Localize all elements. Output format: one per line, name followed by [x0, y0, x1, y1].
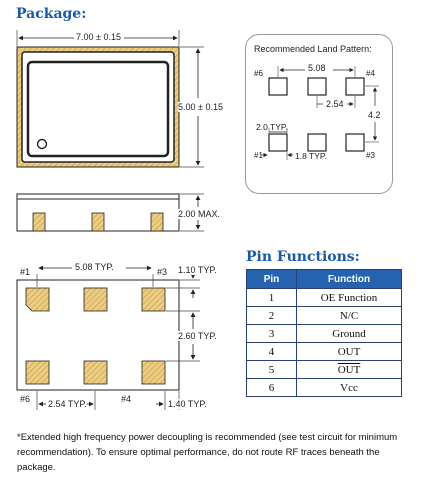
- land-span-label: 5.08: [308, 63, 326, 73]
- bottom-pin3-label: #3: [157, 267, 168, 277]
- pin-number: 4: [247, 343, 297, 361]
- header-pin: Pin: [247, 270, 297, 289]
- bottom-pin1-label: #1: [20, 267, 31, 277]
- table-row: [247, 289, 402, 307]
- header-function: Function: [297, 270, 402, 289]
- bottom-span-label: 5.08 TYP.: [75, 262, 114, 272]
- pin-function-overlined: [297, 361, 402, 379]
- footnote: *Extended high frequency power decoupling is recommended (see test circuit for minimum recommendation). To ensure optimal performance, do not route RF traces beneath the package.: [17, 432, 398, 473]
- land-pin6-label: #6: [254, 69, 263, 78]
- pin-number: 1: [247, 289, 297, 307]
- pin-number: 5: [247, 361, 297, 379]
- thickness-dim-label: 2.00 MAX.: [178, 209, 221, 219]
- land-pitch-label: 2.54: [326, 99, 344, 109]
- bottom-view: [17, 268, 200, 410]
- table-row: [247, 307, 402, 325]
- pin-function: OUT: [297, 343, 402, 361]
- land-pin3-label: #3: [366, 151, 375, 160]
- pin-function: Ground: [297, 325, 402, 343]
- table-row: [247, 361, 402, 379]
- pin-functions-table: [246, 269, 402, 397]
- top-view: [17, 30, 204, 167]
- bottom-edge-label: 1.40 TYP.: [168, 399, 207, 409]
- land-pattern-title: Recommended Land Pattern:: [254, 44, 372, 54]
- pin-functions-title: Pin Functions:: [246, 249, 360, 265]
- land-vertical-label: 4.2: [368, 110, 381, 120]
- table-row: [247, 343, 402, 361]
- pin-function: OE Function: [297, 289, 402, 307]
- pin-function: N/C: [297, 307, 402, 325]
- land-pad-height-label: 1.8 TYP.: [295, 151, 327, 161]
- pin-number: 6: [247, 379, 297, 397]
- pin-function: Vcc: [297, 379, 402, 397]
- height-dim-label: 5.00 ± 0.15: [178, 102, 223, 112]
- bottom-pin6-label: #6: [20, 394, 31, 404]
- package-title: Package:: [16, 6, 87, 22]
- land-pad-width-label: 2.0 TYP.: [256, 122, 288, 132]
- land-pin4-label: #4: [366, 69, 375, 78]
- bottom-vertical-label: 2.60 TYP.: [178, 331, 217, 341]
- side-view: [17, 194, 204, 231]
- bottom-top-margin-label: 1.10 TYP.: [178, 265, 217, 275]
- land-pin1-label: #1: [254, 151, 263, 160]
- bottom-pin4-label: #4: [121, 394, 132, 404]
- table-row: [247, 379, 402, 397]
- width-dim-label: 7.00 ± 0.15: [76, 32, 121, 42]
- pin-number: 3: [247, 325, 297, 343]
- pin-function-text: $\overline{OUT}$: [337, 363, 361, 376]
- table-row: [247, 325, 402, 343]
- bottom-pitch-label: 2.54 TYP.: [48, 399, 87, 409]
- pin-number: 2: [247, 307, 297, 325]
